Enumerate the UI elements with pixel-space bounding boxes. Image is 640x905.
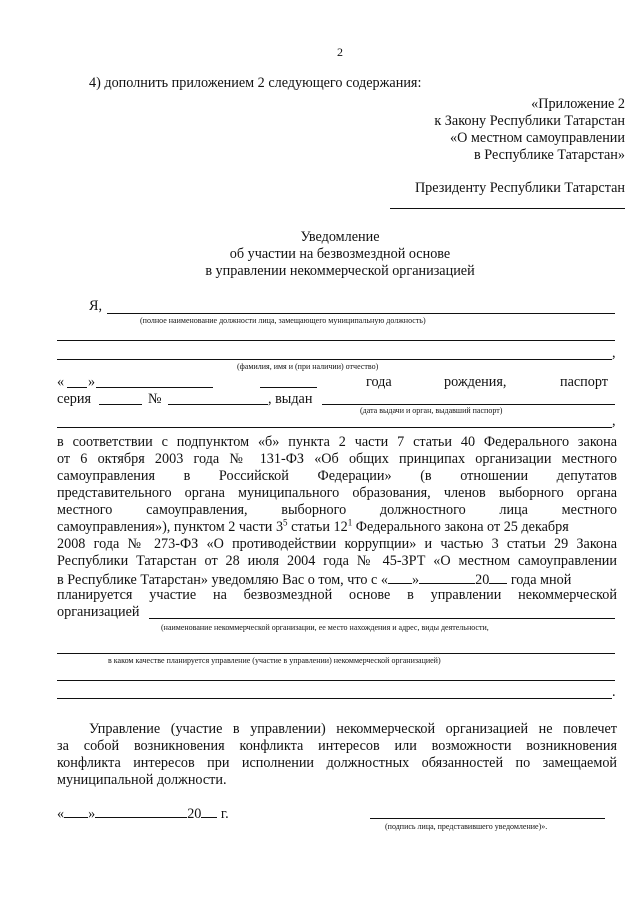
body-line-6-a: самоуправления»), пунктом 2 части 3 [57,519,284,535]
passport-issued-field-continued[interactable] [57,427,612,428]
birth-day-field[interactable] [67,387,87,388]
organization-field-continued[interactable] [57,653,615,654]
body-line-2: от 6 октября 2003 года № 131-ФЗ «Об общих принципах организации местного [57,451,617,467]
position-field[interactable] [107,313,615,314]
position-field-continued[interactable] [57,340,615,341]
number-sign: № [148,391,162,407]
role-period: . [612,684,616,700]
appendix-line-3: «О местном самоуправлении [450,130,625,146]
para2-line-2: за собой возникновения конфликта интересов или возможности возникновения [57,738,617,754]
full-name-field[interactable] [57,359,612,360]
body-line-9-a: в Республике Татарстан» уведомляю Вас о том, что с « [57,572,388,588]
signature-field[interactable] [370,818,605,819]
body-line-6-b: статьи 12 [287,519,348,535]
signature-caption: (подпись лица, представившего уведомление)». [385,822,548,831]
position-caption: (полное наименование должности лица, замещающего муниципальную должность) [140,316,426,325]
body-line-1: в соответствии с подпунктом «б» пункта 2 части 7 статьи 40 Федерального закона [57,434,617,450]
body-line-6 [57,519,569,536]
appendix-line-2: к Закону Республики Татарстан [434,113,625,129]
title-line-1: Уведомление [300,229,380,245]
body-line-7: 2008 года № 273-ФЗ «О противодействии коррупции» и частью 3 статьи 29 Закона [57,536,617,552]
addressee: Президенту Республики Татарстан [414,180,625,196]
organization-caption: (наименование некоммерческой организации, ее место нахождения и адрес, виды деятельности, [161,623,489,632]
title-line-2: об участии на безвозмездной основе [229,246,451,262]
body-line-10: планируется участие на безвозмездной основе в управлении некоммерческой [57,587,617,603]
goda-label: года [366,374,392,390]
appendix-line-1: «Приложение 2 [531,96,625,112]
sign-quote-open: « [57,806,65,822]
rozhdeniya-label: рождения, [444,374,507,390]
item-4-text: 4) дополнить приложением 2 следующего содержания: [89,75,422,91]
body-line-6-c: Федерального закона от 25 декабря [352,519,569,535]
sign-year-prefix: 20 [187,806,202,822]
page-number: 2 [337,45,343,59]
body-line-4: представительного органа муниципального образования, членов выборного органа [57,485,617,501]
para2-line-3: конфликта интересов при исполнении должностных обязанностей по замещаемой [57,755,617,771]
issued-label: , выдан [268,391,313,407]
series-label: серия [57,391,91,407]
full-name-caption: (фамилия, имя и (при наличии) отчество) [237,362,379,371]
issued-caption: (дата выдачи и орган, выдавший паспорт) [360,406,503,415]
birthdate-quote-open: « [57,374,65,390]
body-line-3: самоуправления в Российской Федерации» (в отношении депутатов [57,468,617,484]
passport-issued-field[interactable] [322,404,615,405]
para2-line-4: муниципальной должности. [57,772,227,788]
body-line-9-c: 20 [475,572,490,588]
sign-year-field[interactable] [201,804,217,818]
sign-day-field[interactable] [64,804,88,818]
para2-line-1: Управление (участие в управлении) некоммерческой организацией не повлечет [89,721,617,737]
body-line-9-d: года мной [507,572,572,588]
passport-label: паспорт [560,374,608,390]
body-line-9-b: » [412,572,420,588]
start-day-field[interactable] [388,570,412,584]
passport-series-field[interactable] [99,404,142,405]
ya-label: Я, [89,298,103,314]
sign-year-suffix: г. [217,806,229,822]
start-month-field[interactable] [419,570,475,584]
birthdate-quote-close: » [88,374,96,390]
superscript-1: 1 [347,517,353,528]
organization-field[interactable] [149,618,615,619]
start-year-field[interactable] [489,570,507,584]
birth-month-field[interactable] [96,387,213,388]
body-line-8: Республики Татарстан от 28 июля 2004 года № 45-ЗРТ «О местном самоуправлении [57,553,617,569]
issued-comma: , [612,413,616,429]
sign-quote-close: » [88,806,96,822]
passport-number-field[interactable] [168,404,268,405]
appendix-line-4: в Республике Татарстан» [474,147,625,163]
addressee-line [390,208,625,209]
sign-date [57,804,229,823]
full-name-comma: , [612,345,616,361]
role-caption: в каком качестве планируется управление (участие в управлении) некоммерческой организацией) [108,656,441,665]
birth-year-field[interactable] [260,387,317,388]
superscript-5: 5 [283,517,288,528]
title-line-3: в управлении некоммерческой организацией [205,263,475,279]
sign-month-field[interactable] [95,804,187,818]
body-line-5: местного самоуправления, выборного должностного лица местного [57,502,617,518]
role-field-continued[interactable] [57,698,612,699]
body-line-11: организацией [57,604,140,620]
role-field[interactable] [57,680,615,681]
